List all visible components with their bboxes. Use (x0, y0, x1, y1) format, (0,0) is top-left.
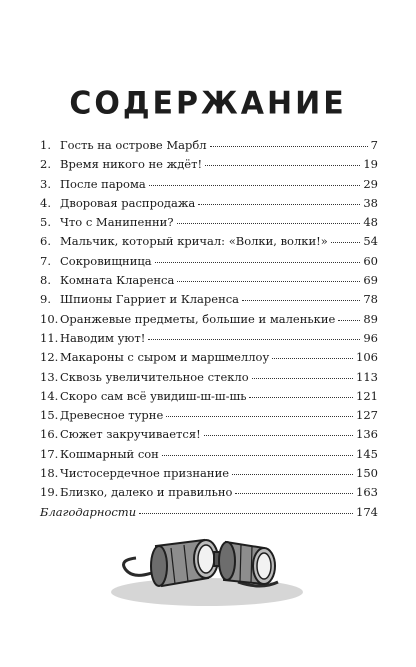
chapter-title: Гость на острове Марбл (60, 138, 207, 152)
leader-dots (177, 223, 361, 224)
leader-dots (252, 378, 353, 379)
page-number: 89 (363, 311, 378, 326)
page-number: 69 (363, 273, 378, 288)
toc-entry (40, 273, 378, 292)
chapter-number: 19. (40, 485, 59, 500)
toc-entry (40, 408, 378, 427)
page-number: 163 (356, 485, 378, 500)
toc-entry (40, 177, 378, 196)
page-number: 113 (356, 369, 378, 384)
page-number: 60 (363, 253, 378, 268)
toc-entry (40, 447, 378, 466)
leader-dots (235, 493, 353, 494)
toc-entry (40, 331, 378, 350)
page-number: 19 (363, 157, 378, 172)
chapter-title: Время никого не ждёт! (60, 157, 203, 172)
toc-entry (40, 157, 378, 176)
chapter-number: 18. (40, 466, 59, 481)
toc-entry (40, 370, 378, 389)
page-number: 145 (356, 446, 378, 461)
toc-entry (40, 196, 378, 215)
leader-dots (148, 339, 360, 340)
chapter-number: 1. (40, 138, 51, 152)
chapter-number: 15. (40, 408, 59, 423)
chapter-title: Мальчик, который кричал: «Волки, волки!» (60, 234, 328, 249)
table-of-contents (40, 138, 378, 524)
chapter-number: 6. (40, 234, 51, 249)
leader-dots (272, 358, 353, 359)
chapter-number: 12. (40, 350, 59, 365)
toc-entry (40, 389, 378, 408)
page-number: 54 (363, 234, 378, 249)
chapter-number: 10. (40, 311, 59, 326)
toc-entry (40, 312, 378, 331)
chapter-number: 5. (40, 215, 51, 230)
leader-dots (242, 300, 360, 301)
toc-entry (40, 427, 378, 446)
chapter-number: 16. (40, 427, 59, 442)
toc-entry (40, 254, 378, 273)
chapter-title: Комната Кларенса (60, 273, 175, 288)
page-number: 96 (363, 330, 378, 345)
toc-entry (40, 292, 378, 311)
leader-dots (155, 262, 361, 263)
chapter-number: 17. (40, 446, 59, 461)
leader-dots (198, 204, 360, 205)
chapter-title: Близко, далеко и правильно (60, 485, 233, 500)
leader-dots (338, 320, 360, 321)
chapter-number: 4. (40, 195, 51, 210)
chapter-title: Скоро сам всё увидиш-ш-ш-шь (60, 388, 247, 403)
leader-dots (210, 146, 368, 147)
toc-entry (40, 215, 378, 234)
leader-dots (331, 242, 361, 243)
chapter-number: 8. (40, 273, 51, 288)
toc-entry (40, 234, 378, 253)
page-number: 121 (356, 388, 378, 403)
chapter-title: Кошмарный сон (60, 446, 159, 461)
page-number: 106 (356, 350, 378, 365)
page-number: 174 (356, 504, 378, 519)
chapter-title: Наводим уют! (60, 330, 146, 345)
chapter-number: 9. (40, 292, 51, 307)
page-number: 38 (363, 195, 378, 210)
chapter-title: Сюжет закручивается! (60, 427, 201, 442)
page-number: 29 (363, 176, 378, 191)
leader-dots (162, 455, 353, 456)
chapter-title: Чистосердечное признание (60, 466, 230, 481)
chapter-title: Сквозь увеличительное стекло (60, 369, 249, 384)
chapter-title: Древесное турне (60, 408, 164, 423)
leader-dots (149, 185, 361, 186)
binoculars-icon (96, 512, 318, 612)
chapter-number: 3. (40, 176, 51, 191)
chapter-title: Шпионы Гарриет и Кларенса (60, 292, 240, 307)
toc-entry (40, 350, 378, 369)
toc-entry (40, 466, 378, 485)
leader-dots (205, 165, 360, 166)
leader-dots (177, 281, 360, 282)
chapter-number: 7. (40, 253, 51, 268)
chapter-title: Благодарности (40, 504, 137, 519)
chapter-title: После парома (60, 176, 146, 191)
chapter-title: Оранжевые предметы, большие и маленькие (60, 311, 336, 326)
toc-entry (40, 138, 378, 157)
leader-dots (204, 435, 353, 436)
page-number: 150 (356, 466, 378, 481)
page-title: СОДЕРЖАНИЕ (69, 85, 347, 122)
chapter-title: Сокровищница (60, 253, 152, 268)
chapter-number: 2. (40, 157, 51, 172)
chapter-number: 11. (40, 330, 59, 345)
page-number: 48 (363, 215, 378, 230)
chapter-title: Что с Манипенни? (60, 215, 174, 230)
page-number: 127 (356, 408, 378, 423)
leader-dots (232, 474, 353, 475)
chapter-title: Макароны с сыром и маршмеллоу (60, 350, 270, 365)
chapter-title: Дворовая распродажа (60, 195, 196, 210)
leader-dots (249, 397, 353, 398)
toc-entry (40, 485, 378, 504)
page-number: 7 (370, 138, 378, 152)
chapter-number: 13. (40, 369, 59, 384)
chapter-number: 14. (40, 388, 59, 403)
page-number: 78 (363, 292, 378, 307)
leader-dots (166, 416, 353, 417)
page-number: 136 (356, 427, 378, 442)
